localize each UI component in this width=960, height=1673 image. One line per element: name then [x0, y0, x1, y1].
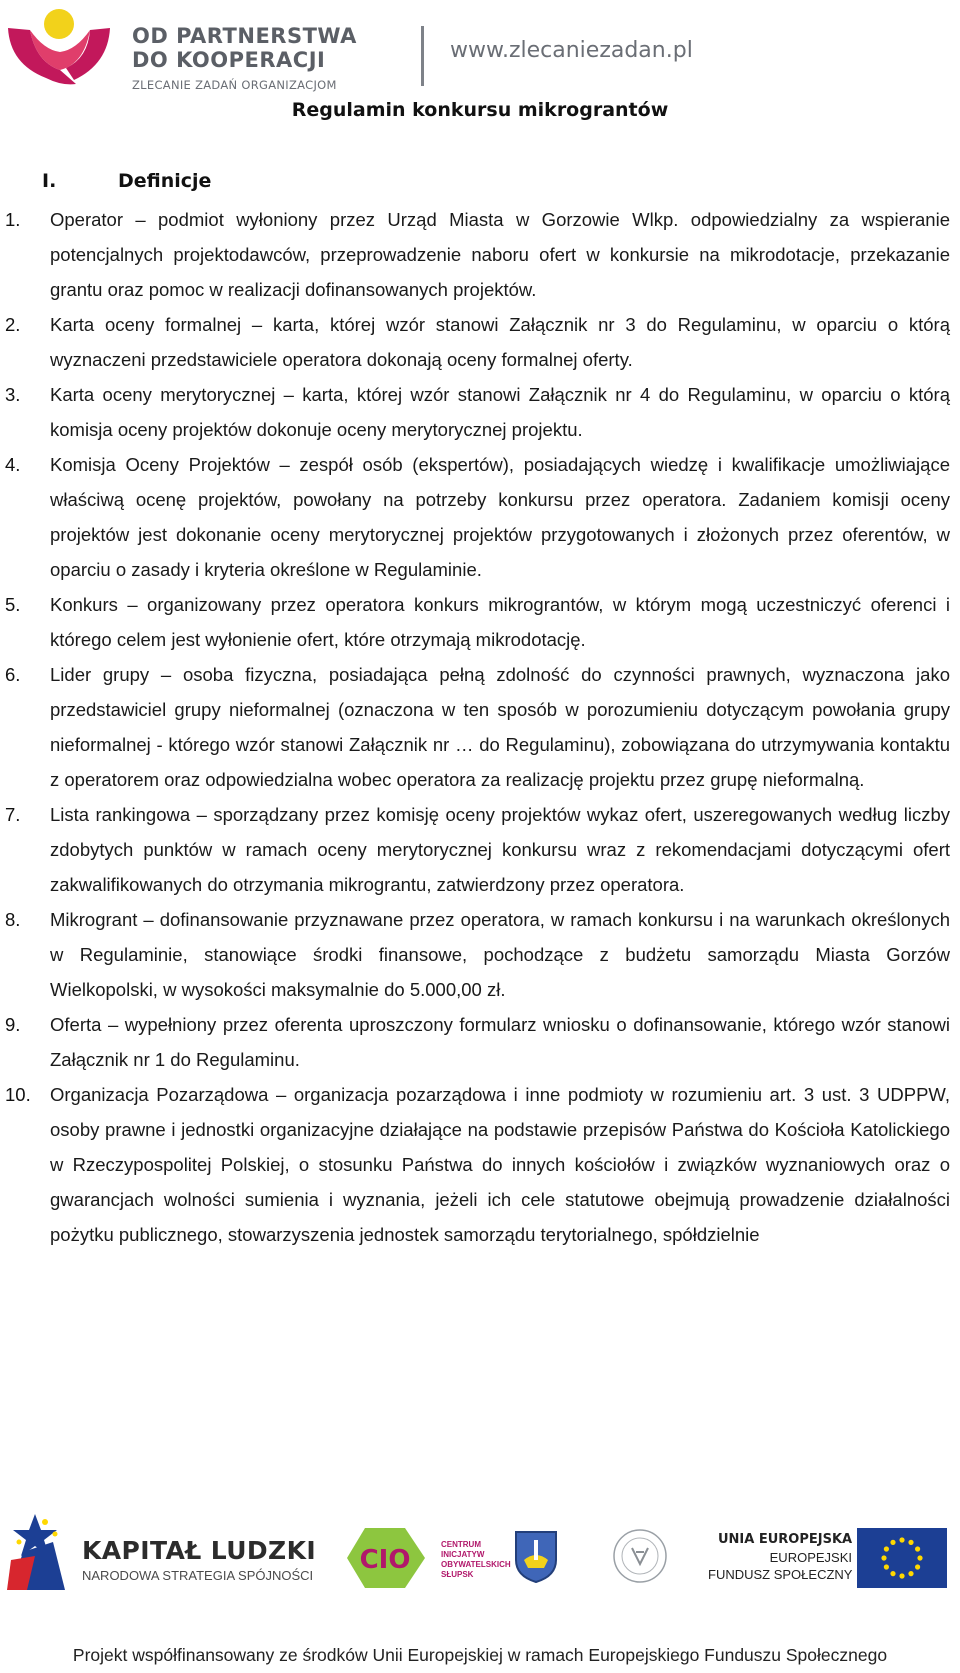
cofinancing-footnote: Projekt współfinansowany ze środków Unii Europejskiej w ramach Europejskiego Funduszu Społecznego [72, 1645, 888, 1665]
definition-text: Karta oceny formalnej – karta, której wzór stanowi Załącznik nr 3 do Regulaminu, w oparciu o którą wyznaczeni przedstawiciele operatora dokonają oceny formalnej oferty. [50, 314, 950, 370]
definition-text: Organizacja Pozarządowa – organizacja pozarządowa i inne podmioty w rozumieniu art. 3 ust. 3 UDPPW, osoby prawne i jednostki organizacyjne działające na podstawie przepisów Państwa do Kościoła Katolickiego w Rzeczypospolitej Polskiej, o stosunku Państwa do innych kościołów i związków wyznaniowych oraz o gwarancjach wolności sumienia i wyznania, jeżeli ich cele statutowe obejmują prowadzenie działalności pożytku publicznego, stowarzyszenia jednostek samorządu terytorialnego, spółdzielnie [50, 1084, 950, 1245]
partnership-logo-text [132, 24, 357, 92]
eu-flag-icon [857, 1528, 947, 1588]
definition-number: 6. [5, 664, 21, 685]
eu-title: UNIA EUROPEJSKA [718, 1532, 853, 1547]
definition-item [5, 902, 955, 1007]
definition-number: 1. [5, 209, 21, 230]
definition-text: Komisja Oceny Projektów – zespół osób (ekspertów), posiadających wiedzę i kwalifikacje umożliwiające właściwą ocenę projektów, powołany na potrzeby konkursu przez operatora. Zadaniem komisji oceny projektów jest dokonanie oceny merytorycznej projektów przygotowanych i złożonych przez oferentów, w oparciu o zasady i kryteria określone w Regulaminie. [50, 454, 950, 580]
kapital-ludzki-subtitle: NARODOWA STRATEGIA SPÓJNOŚCI [82, 1568, 314, 1583]
cio-name: CENTRUM INICJATYW OBYWATELSKICH SŁUPSK [441, 1540, 511, 1579]
definition-text: Konkurs – organizowany przez operatora konkurs mikrograntów, w którym mogą uczestniczyć oferenci i którego celem jest wyłonienie ofert, które otrzymają mikrodotację. [50, 594, 950, 650]
definition-number: 7. [5, 804, 21, 825]
svg-text:CIO: CIO [359, 1545, 411, 1575]
definition-text: Lider grupy – osoba fizyczna, posiadająca pełną zdolność do czynności prawnych, wyznaczona jako przedstawiciel grupy nieformalnej (oznaczona w ten sposób w porozumieniu dotyczącym powołania grupy nieformalnej - którego wzór stanowi Załącznik nr … do Regulaminu), zobowiązana do utrzymywania kontaktu z operatorem oraz odpowiedzialna wobec operatora za realizację projektu przez grupę nieformalną. [50, 664, 950, 790]
definition-number: 4. [5, 454, 21, 475]
definition-item [5, 587, 955, 657]
definition-item [5, 202, 955, 307]
partnership-logo-icon [6, 6, 112, 90]
eu-fund-line2: FUNDUSZ SPOŁECZNY [708, 1567, 853, 1582]
definition-item [5, 447, 955, 587]
definition-number: 2. [5, 314, 21, 335]
section-title: Definicje [118, 170, 212, 192]
page-header [0, 0, 960, 95]
definition-item [5, 657, 955, 797]
university-seal-icon [612, 1528, 668, 1584]
definition-item [5, 1077, 955, 1252]
definition-number: 8. [5, 909, 21, 930]
definition-text: Lista rankingowa – sporządzany przez komisję oceny projektów wykaz ofert, uszeregowanych według liczby zdobytych punktów w ramach oceny merytorycznej konkursu wraz z rekomendacjami dotyczącymi ofert zakwalifikowanych do otrzymania mikrograntu, zatwierdzony przez operatora. [50, 804, 950, 895]
definition-item [5, 1007, 955, 1077]
cio-logo-icon [345, 1526, 435, 1591]
eu-fund-line1: EUROPEJSKI [769, 1550, 852, 1565]
definition-number: 3. [5, 384, 21, 405]
logo-line1: OD PARTNERSTWA [132, 24, 357, 48]
definition-item [5, 307, 955, 377]
definition-text: Mikrogrant – dofinansowanie przyznawane przez operatora, w ramach konkursu i na warunkach określonych w Regulaminie, stanowiące środki finansowe, pochodzące z budżetu samorządu Miasta Gorzów Wielkopolski, w wysokości maksymalnie do 5.000,00 zł. [50, 909, 950, 1000]
definition-text: Oferta – wypełniony przez oferenta uproszczony formularz wniosku o dofinansowanie, którego wzór stanowi Załącznik nr 1 do Regulaminu. [50, 1014, 950, 1070]
city-crest-icon [514, 1530, 558, 1584]
logo-line2: DO KOOPERACJI [132, 48, 326, 72]
kapital-ludzki-title: KAPITAŁ LUDZKI [82, 1536, 317, 1565]
kapital-ludzki-logo-icon [5, 1512, 67, 1592]
header-divider [421, 26, 424, 86]
definition-text: Karta oceny merytorycznej – karta, której wzór stanowi Załącznik nr 4 do Regulaminu, w oparciu o którą komisja oceny projektów dokonuje oceny merytorycznej projektu. [50, 384, 950, 440]
definition-item [5, 797, 955, 902]
section-heading [42, 170, 211, 192]
definition-item [5, 377, 955, 447]
document-title: Regulamin konkursu mikrograntów [291, 99, 669, 121]
definitions-list [5, 202, 955, 1252]
definition-text: Operator – podmiot wyłoniony przez Urząd Miasta w Gorzowie Wlkp. odpowiedzialny za wspieranie potencjalnych projektodawców, przeprowadzenie naboru ofert w konkursie na mikrodotacje, przekazanie grantu oraz pomoc w realizacji dofinansowanych projektów. [50, 209, 950, 300]
definition-number: 9. [5, 1014, 21, 1035]
header-url: www.zlecaniezadan.pl [450, 38, 693, 63]
section-number: I. [42, 170, 57, 192]
definition-number: 5. [5, 594, 21, 615]
logo-tagline: ZLECANIE ZADAŃ ORGANIZACJOM [132, 78, 337, 92]
definition-number: 10. [5, 1084, 31, 1105]
sponsor-logos [0, 1508, 960, 1628]
